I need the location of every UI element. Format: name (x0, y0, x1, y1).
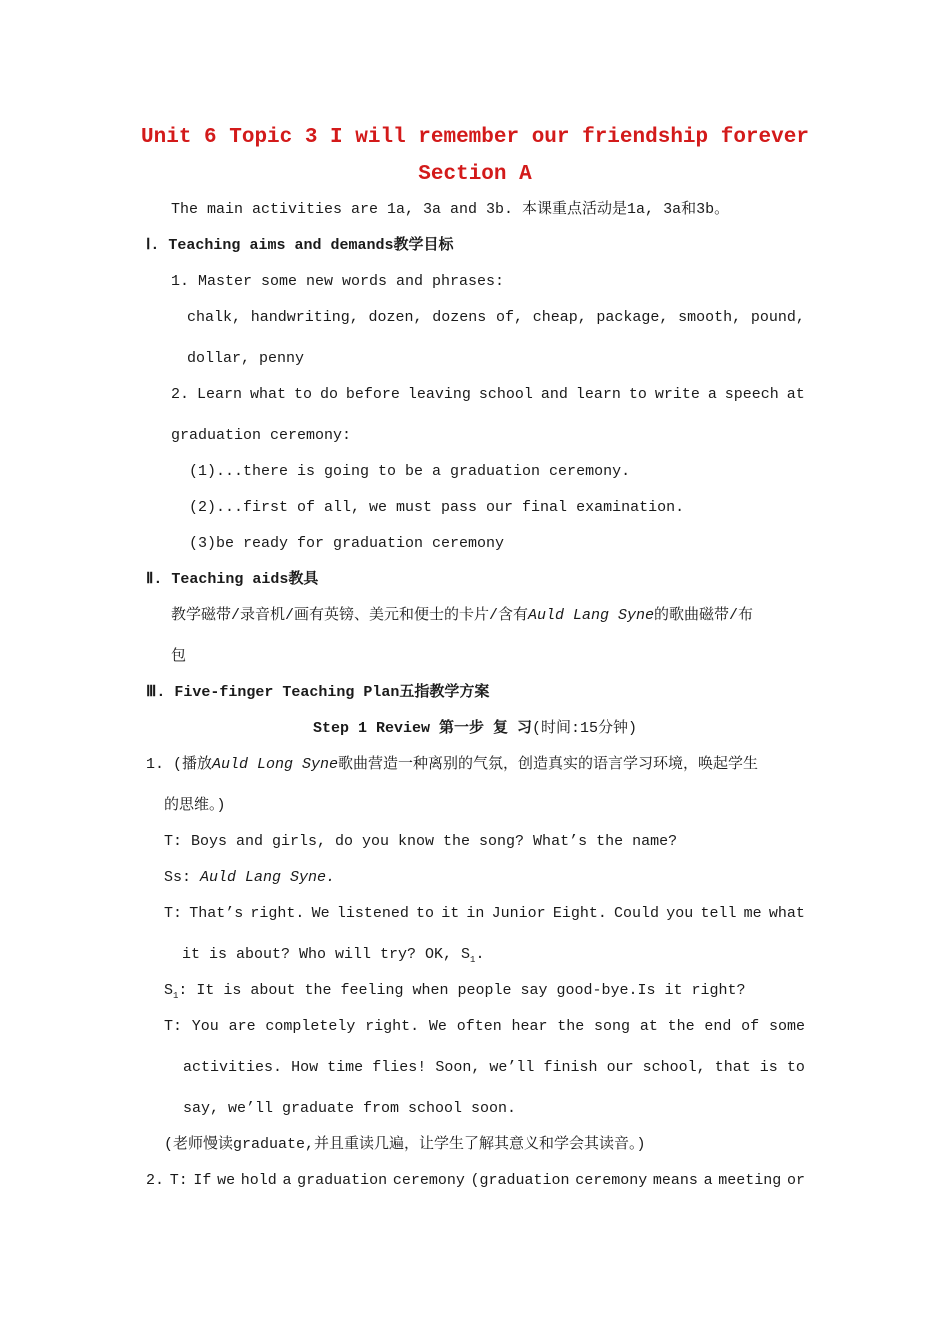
word: we (217, 1172, 236, 1189)
word: a (703, 1172, 713, 1189)
word: school (478, 386, 533, 403)
step-title: Step 1 Review 第一步 复 习 (312, 720, 532, 737)
word: finish (543, 1059, 598, 1076)
word: of (741, 1018, 760, 1035)
song-title: Auld Lang Syne. (200, 869, 336, 886)
s1-text: : It is about the feeling when people say good-bye.Is it right? (178, 982, 746, 999)
phrase-3: (3)be ready for graduation ceremony (189, 535, 505, 552)
dialogue-teacher-3-line-1 (164, 1017, 805, 1037)
word: Eight. (552, 905, 607, 922)
word: a (282, 1172, 292, 1189)
word: dozens (432, 309, 487, 326)
word: completely (265, 1018, 356, 1035)
step-heading (0, 719, 950, 739)
word: right. (250, 905, 305, 922)
t2-text: . (475, 946, 485, 963)
word: do (319, 386, 338, 403)
aim-item-2-line-2: graduation ceremony: (171, 427, 352, 444)
word: and (540, 386, 568, 403)
word: that (714, 1059, 751, 1076)
word: are (228, 1018, 256, 1035)
word: is (759, 1059, 778, 1076)
word: a (707, 386, 717, 403)
word: the (557, 1018, 585, 1035)
word: pound, (750, 309, 805, 326)
word: you (666, 905, 694, 922)
dialogue-teacher-3-line-2 (183, 1058, 805, 1078)
vocab-line-2: dollar, penny (187, 350, 305, 367)
word: 2. (146, 1172, 165, 1189)
dialogue-teacher-3-line-3: say, we’ll graduate from school soon. (183, 1100, 517, 1117)
word: what (249, 386, 286, 403)
word: smooth, (678, 309, 742, 326)
word: hold (240, 1172, 277, 1189)
word: activities. (183, 1059, 283, 1076)
aids-text: 的歌曲磁带/布 (654, 607, 754, 624)
word: leaving (407, 386, 471, 403)
teaching-aids-line-2: 包 (171, 648, 187, 665)
word: to (416, 905, 435, 922)
section-subtitle: Section A (418, 163, 532, 186)
word: right. (365, 1018, 420, 1035)
word: time (327, 1059, 364, 1076)
word: in (466, 905, 485, 922)
word: to (293, 386, 312, 403)
word: cheap, (532, 309, 587, 326)
word: flies! (372, 1059, 427, 1076)
step-time: (时间:15分钟) (532, 720, 638, 737)
word: often (456, 1018, 502, 1035)
word: before (345, 386, 400, 403)
word: listened (336, 905, 409, 922)
word: Could (614, 905, 660, 922)
word: ceremony (392, 1172, 465, 1189)
word: to (786, 1059, 805, 1076)
p1-text: 歌曲营造一种离别的气氛，创造真实的语言学习环境，唤起学生 (338, 756, 759, 773)
word: 2. (171, 386, 190, 403)
dialogue-student-1 (164, 981, 746, 1006)
word: me (743, 905, 762, 922)
word: graduation (297, 1172, 388, 1189)
word: tell (700, 905, 737, 922)
word: at (786, 386, 805, 403)
word: of, (495, 309, 523, 326)
word: our (606, 1059, 634, 1076)
dialogue-teacher-2-line-1 (164, 904, 805, 924)
word: T: (164, 905, 183, 922)
word: learn (575, 386, 621, 403)
speaker-label: Ss: (164, 869, 201, 886)
song-title: Auld Long Syne (212, 756, 339, 773)
word: Learn (196, 386, 242, 403)
word: hear (511, 1018, 548, 1035)
intro-line: The main activities are 1a, 3a and 3b. 本课重点活动是1a, 3a和3b。 (171, 201, 730, 218)
aim-item-2-line-1 (171, 385, 805, 405)
word: dozen, (368, 309, 423, 326)
phrase-2: (2)...first of all, we must pass our final examination. (189, 499, 685, 516)
word: song (594, 1018, 631, 1035)
dialogue-teacher-2-line-2 (182, 945, 484, 970)
paragraph-2-line-1 (146, 1171, 805, 1191)
word: Junior (491, 905, 546, 922)
word: school, (642, 1059, 706, 1076)
word: ceremony (575, 1172, 648, 1189)
phrase-1: (1)...there is going to be a graduation ceremony. (189, 463, 631, 480)
document-title: Unit 6 Topic 3 I will remember our friendship forever (141, 126, 809, 149)
paragraph-1-line-2: 的思维。) (164, 797, 226, 814)
word: speech (724, 386, 779, 403)
word: some (768, 1018, 805, 1035)
vocab-line-1 (187, 308, 805, 328)
dialogue-students-1 (164, 868, 335, 888)
teaching-aids-line-1 (171, 606, 753, 626)
word: it (441, 905, 460, 922)
word: (graduation (470, 1172, 570, 1189)
word: or (786, 1172, 805, 1189)
word: T: (169, 1172, 188, 1189)
p1-text: 1. (播放 (146, 756, 213, 773)
song-title: Auld Lang Syne (528, 607, 655, 624)
word: handwriting, (250, 309, 359, 326)
dialogue-teacher-1: T: Boys and girls, do you know the song? What’s the name? (164, 833, 678, 850)
aim-item-1: 1. Master some new words and phrases: (171, 273, 505, 290)
word: chalk, (187, 309, 242, 326)
word: You (191, 1018, 219, 1035)
section-3-heading: Ⅲ. Five-finger Teaching Plan五指教学方案 (146, 684, 490, 701)
t2-text: it is about? Who will try? OK, S (182, 946, 471, 963)
word: end (704, 1018, 732, 1035)
speaker-label: S (164, 982, 174, 999)
subscript: 1 (470, 955, 476, 965)
word: write (654, 386, 700, 403)
word: That’s (189, 905, 244, 922)
section-1-heading: Ⅰ. Teaching aims and demands教学目标 (146, 237, 454, 254)
word: T: (164, 1018, 183, 1035)
word: Soon, (435, 1059, 481, 1076)
word: We (428, 1018, 447, 1035)
word: the (667, 1018, 695, 1035)
paragraph-1-line-1 (146, 755, 758, 775)
word: what (768, 905, 805, 922)
teacher-note: (老师慢读graduate,并且重读几遍，让学生了解其意义和学会其读音。) (164, 1136, 646, 1153)
aids-text: 教学磁带/录音机/画有英镑、美元和便士的卡片/含有 (171, 607, 529, 624)
word: we’ll (489, 1059, 535, 1076)
word: meeting (718, 1172, 782, 1189)
word: If (193, 1172, 212, 1189)
section-2-heading: Ⅱ. Teaching aids教具 (146, 571, 319, 588)
word: to (628, 386, 647, 403)
word: means (652, 1172, 698, 1189)
word: package, (596, 309, 669, 326)
word: We (311, 905, 330, 922)
word: How (291, 1059, 319, 1076)
subscript: 1 (173, 991, 179, 1001)
word: at (639, 1018, 658, 1035)
